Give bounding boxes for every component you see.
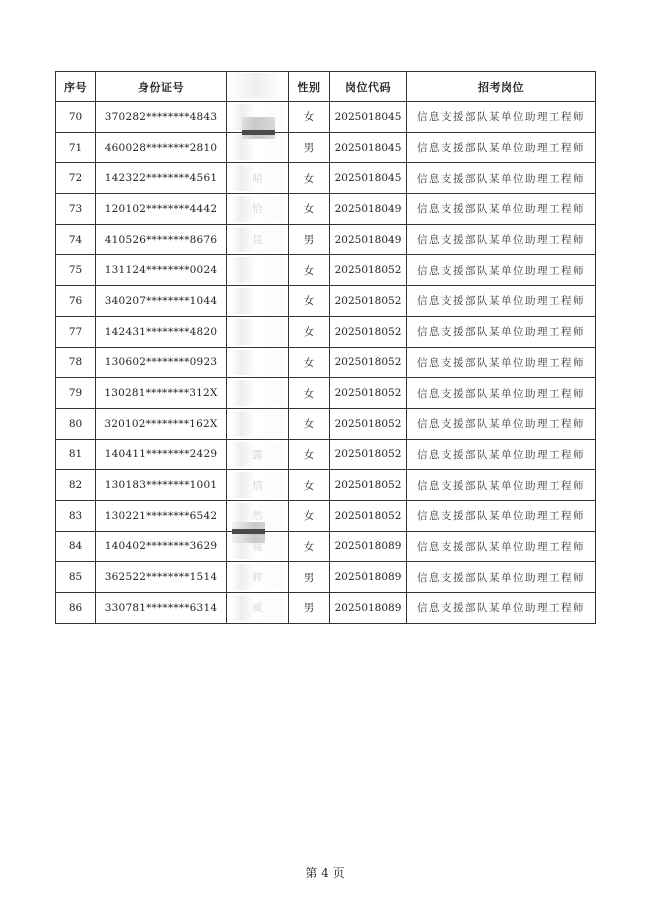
cell-post: 信息支援部队某单位助理工程师	[407, 347, 596, 378]
cell-post: 信息支援部队某单位助理工程师	[407, 163, 596, 194]
header-seq: 序号	[56, 72, 96, 102]
cell-post-code: 2025018045	[330, 102, 407, 133]
cell-post-code: 2025018052	[330, 255, 407, 286]
cell-post: 信息支援部队某单位助理工程师	[407, 531, 596, 562]
cell-id-number: 142431********4820	[96, 316, 227, 347]
cell-seq: 73	[56, 194, 96, 225]
cell-seq: 81	[56, 439, 96, 470]
cell-post: 信息支援部队某单位助理工程师	[407, 593, 596, 624]
candidate-table	[55, 71, 596, 624]
cell-gender: 男	[289, 562, 330, 593]
name-blur	[231, 319, 284, 345]
cell-id-number: 142322********4561	[96, 163, 227, 194]
cell-id-number: 130221********6542	[96, 500, 227, 531]
cell-id-number: 320102********162X	[96, 408, 227, 439]
cell-gender: 女	[289, 500, 330, 531]
name-blur	[231, 196, 284, 222]
cell-name	[227, 500, 289, 531]
table-row	[56, 470, 596, 501]
cell-name	[227, 286, 289, 317]
cell-name	[227, 562, 289, 593]
cell-post: 信息支援部队某单位助理工程师	[407, 132, 596, 163]
table-row	[56, 224, 596, 255]
name-blur	[231, 165, 284, 191]
cell-post: 信息支援部队某单位助理工程师	[407, 439, 596, 470]
name-blur	[231, 564, 284, 590]
cell-seq: 75	[56, 255, 96, 286]
cell-post-code: 2025018089	[330, 531, 407, 562]
cell-name	[227, 163, 289, 194]
cell-post-code: 2025018049	[330, 224, 407, 255]
cell-id-number: 370282********4843	[96, 102, 227, 133]
name-blur	[231, 227, 284, 253]
cell-seq: 71	[56, 132, 96, 163]
cell-gender: 女	[289, 194, 330, 225]
cell-seq: 79	[56, 378, 96, 409]
cell-name	[227, 378, 289, 409]
cell-id-number: 362522********1514	[96, 562, 227, 593]
cell-post: 信息支援部队某单位助理工程师	[407, 255, 596, 286]
cell-post: 信息支援部队某单位助理工程师	[407, 286, 596, 317]
cell-gender: 女	[289, 255, 330, 286]
table-row	[56, 593, 596, 624]
cell-name	[227, 224, 289, 255]
cell-seq: 84	[56, 531, 96, 562]
cell-post: 信息支援部队某单位助理工程师	[407, 194, 596, 225]
cell-id-number: 120102********4442	[96, 194, 227, 225]
cell-seq: 78	[56, 347, 96, 378]
table-row	[56, 163, 596, 194]
table-row	[56, 255, 596, 286]
cell-post-code: 2025018089	[330, 562, 407, 593]
cell-post-code: 2025018052	[330, 408, 407, 439]
cell-post-code: 2025018045	[330, 163, 407, 194]
table-row	[56, 316, 596, 347]
cell-post-code: 2025018045	[330, 132, 407, 163]
cell-post-code: 2025018052	[330, 316, 407, 347]
cell-gender: 女	[289, 102, 330, 133]
cell-name	[227, 132, 289, 163]
cell-id-number: 130183********1001	[96, 470, 227, 501]
name-blur	[231, 411, 284, 437]
cell-seq: 76	[56, 286, 96, 317]
cell-seq: 86	[56, 593, 96, 624]
cell-post: 信息支援部队某单位助理工程师	[407, 316, 596, 347]
cell-gender: 女	[289, 470, 330, 501]
cell-gender: 女	[289, 378, 330, 409]
table-row	[56, 500, 596, 531]
cell-gender: 女	[289, 347, 330, 378]
table-row	[56, 194, 596, 225]
table-row	[56, 286, 596, 317]
cell-name	[227, 408, 289, 439]
cell-gender: 女	[289, 286, 330, 317]
name-blur	[231, 350, 284, 376]
cell-name	[227, 316, 289, 347]
cell-seq: 80	[56, 408, 96, 439]
cell-id-number: 140402********3629	[96, 531, 227, 562]
cell-post-code: 2025018052	[330, 439, 407, 470]
cell-name	[227, 255, 289, 286]
cell-seq: 72	[56, 163, 96, 194]
cell-name	[227, 102, 289, 133]
cell-post: 信息支援部队某单位助理工程师	[407, 378, 596, 409]
cell-gender: 女	[289, 531, 330, 562]
cell-seq: 70	[56, 102, 96, 133]
cell-gender: 男	[289, 224, 330, 255]
cell-post-code: 2025018052	[330, 347, 407, 378]
cell-id-number: 140411********2429	[96, 439, 227, 470]
cell-post: 信息支援部队某单位助理工程师	[407, 562, 596, 593]
cell-post-code: 2025018052	[330, 470, 407, 501]
cell-name	[227, 593, 289, 624]
cell-seq: 74	[56, 224, 96, 255]
cell-id-number: 460028********2810	[96, 132, 227, 163]
cell-id-number: 131124********0024	[96, 255, 227, 286]
cell-name	[227, 194, 289, 225]
header-gender: 性别	[289, 72, 330, 102]
table-row	[56, 347, 596, 378]
cell-gender: 女	[289, 163, 330, 194]
table-row	[56, 562, 596, 593]
name-blur	[231, 104, 284, 130]
table-row	[56, 102, 596, 133]
cell-post: 信息支援部队某单位助理工程师	[407, 408, 596, 439]
cell-seq: 77	[56, 316, 96, 347]
cell-seq: 85	[56, 562, 96, 593]
cell-id-number: 410526********8676	[96, 224, 227, 255]
page-number: 第 4 页	[305, 866, 345, 880]
table-row	[56, 531, 596, 562]
name-blur	[231, 288, 284, 314]
cell-post: 信息支援部队某单位助理工程师	[407, 470, 596, 501]
cell-post-code: 2025018049	[330, 194, 407, 225]
name-blur	[231, 503, 284, 529]
cell-gender: 女	[289, 439, 330, 470]
table-row	[56, 439, 596, 470]
cell-seq: 82	[56, 470, 96, 501]
cell-id-number: 130281********312X	[96, 378, 227, 409]
cell-id-number: 130602********0923	[96, 347, 227, 378]
cell-name	[227, 470, 289, 501]
name-blur	[231, 534, 284, 560]
cell-post-code: 2025018089	[330, 593, 407, 624]
header-post: 招考岗位	[407, 72, 596, 102]
name-blur	[231, 442, 284, 468]
cell-id-number: 340207********1044	[96, 286, 227, 317]
table-row	[56, 132, 596, 163]
cell-post: 信息支援部队某单位助理工程师	[407, 500, 596, 531]
header-id-number: 身份证号	[96, 72, 227, 102]
name-blur	[231, 257, 284, 283]
header-name-blur	[228, 73, 284, 99]
cell-seq: 83	[56, 500, 96, 531]
table-row	[56, 408, 596, 439]
header-post-code: 岗位代码	[330, 72, 407, 102]
cell-gender: 男	[289, 132, 330, 163]
cell-gender: 女	[289, 408, 330, 439]
cell-post-code: 2025018052	[330, 378, 407, 409]
cell-name	[227, 531, 289, 562]
cell-name	[227, 439, 289, 470]
name-blur	[231, 380, 284, 406]
cell-post: 信息支援部队某单位助理工程师	[407, 224, 596, 255]
table-row	[56, 378, 596, 409]
cell-gender: 男	[289, 593, 330, 624]
cell-post: 信息支援部队某单位助理工程师	[407, 102, 596, 133]
cell-post-code: 2025018052	[330, 500, 407, 531]
cell-gender: 女	[289, 316, 330, 347]
name-blur	[231, 595, 284, 621]
cell-name	[227, 347, 289, 378]
cell-id-number: 330781********6314	[96, 593, 227, 624]
name-blur	[231, 472, 284, 498]
name-blur	[231, 135, 284, 161]
cell-post-code: 2025018052	[330, 286, 407, 317]
table-header-row	[56, 72, 596, 102]
